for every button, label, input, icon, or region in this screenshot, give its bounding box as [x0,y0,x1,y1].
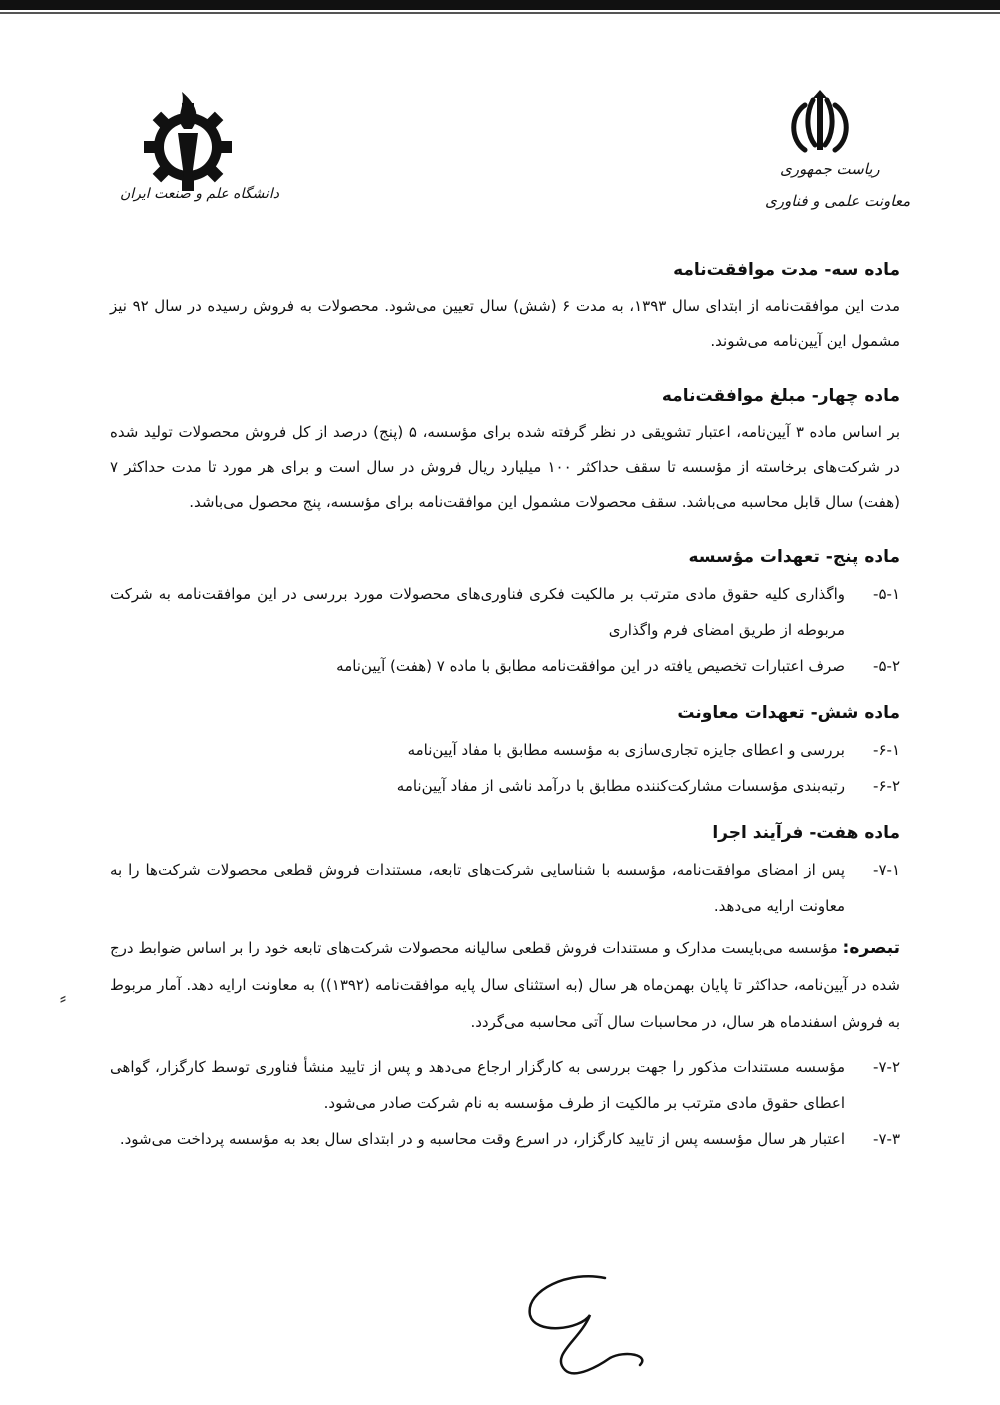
note-text: مؤسسه می‌بایست مدارک و مستندات فروش قطعی سالیانه محصولات شرکت‌های تابعه خود را بر اساس ضوابط درج شده در آیین‌نامه، حداکثر تا پایان بهمن‌ماه هر سال (به استثنای سال پایه موافقت‌نامه (۱۳۹۲)) به معاونت ارایه دهد. آمار مربوط به فروش اسفندماه هر سال، در محاسبات سال آتی محاسبه می‌گردد. [110,939,900,1031]
scan-border-top [0,0,1000,10]
item-number: ۶-۱- [873,741,900,759]
header-left-caption: دانشگاه علم و صنعت ایران [120,186,280,202]
section3-body: مدت این موافقت‌نامه از ابتدای سال ۱۳۹۳، به مدت ۶ (شش) سال تعیین می‌شود. محصولات به فروش رسیده در سال ۹۲ نیز مشمول این آیین‌نامه می‌شوند. [110,297,900,350]
item-text: رتبه‌بندی مؤسسات مشارکت‌کننده مطابق با درآمد ناشی از مفاد آیین‌نامه [396,777,845,795]
item-number: ۷-۱- [873,861,900,879]
item-text: مؤسسه مستندات مذکور را جهت بررسی به کارگزار ارجاع می‌دهد و پس از تایید منشأ فناوری توسط کارگزار، گواهی اعطای حقوق مادی مترتب بر مالکیت از طرف مؤسسه به نام شرکت صادر می‌شود. [110,1058,845,1112]
list-item [110,852,900,924]
item-text: واگذاری کلیه حقوق مادی مترتب بر مالکیت فکری فناوری‌های محصولات مورد بررسی در این موافقت‌نامه به شرکت مربوطه از طریق امضای فرم واگذاری [110,585,845,639]
item-number: ۵-۲- [873,657,900,675]
list-item [110,648,900,684]
item-number: ۷-۲- [873,1058,900,1076]
list-item [110,768,900,804]
item-number: ۶-۲- [873,777,900,795]
section4-title: ماده چهار- مبلغ موافقت‌نامه [661,386,900,406]
list-item [110,1121,900,1157]
note-label: تبصره: [842,938,901,958]
scan-border-line [0,12,1000,14]
list-item [110,1049,900,1121]
item-text: اعتبار هر سال مؤسسه پس از تایید کارگزار، در اسرع وقت محاسبه و در ابتدای سال بعد به مؤسسه پرداخت می‌شود. [119,1130,845,1148]
item-number: ۷-۳- [873,1130,900,1148]
document-body [110,255,900,1157]
item-text: پس از امضای موافقت‌نامه، مؤسسه با شناسایی شرکت‌های تابعه، مستندات فروش قطعی محصولات شرکت‌ها را به معاونت ارایه می‌دهد. [110,861,845,915]
item-number: ۵-۱- [873,585,900,603]
signature-icon [510,1270,660,1390]
margin-mark: ⸗ [60,988,66,1009]
list-item [110,576,900,648]
section3-title: ماده سه- مدت موافقت‌نامه [673,260,900,280]
section4-body: بر اساس ماده ۳ آیین‌نامه، اعتبار تشویقی در نظر گرفته شده برای مؤسسه، ۵ (پنج) درصد از کل فروش محصولات تولید شده در شرکت‌های برخاسته از مؤسسه تا سقف حداکثر ۱۰۰ میلیارد ریال فروش در سال است و برای هر مورد تا مدت حداکثر ۷ (هفت) سال قابل محاسبه می‌باشد. سقف محصولات مشمول این موافقت‌نامه برای مؤسسه، پنج محصول می‌باشد. [110,423,900,511]
section6-title: ماده شش- تعهدات معاونت [677,703,900,723]
list-item [110,732,900,768]
item-text: صرف اعتبارات تخصیص یافته در این موافقت‌نامه مطابق با ماده ۷ (هفت) آیین‌نامه [336,657,845,675]
section7-title: ماده هفت- فرآیند اجرا [712,823,900,843]
header-right-line1: ریاست جمهوری [780,160,880,178]
section5-title: ماده پنج- تعهدات مؤسسه [688,547,900,567]
header-right-line2: معاونت علمی و فناوری [765,192,911,210]
note-paragraph [110,930,900,1041]
item-text: بررسی و اعطای جایزه تجاری‌سازی به مؤسسه مطابق با مفاد آیین‌نامه [407,741,845,759]
